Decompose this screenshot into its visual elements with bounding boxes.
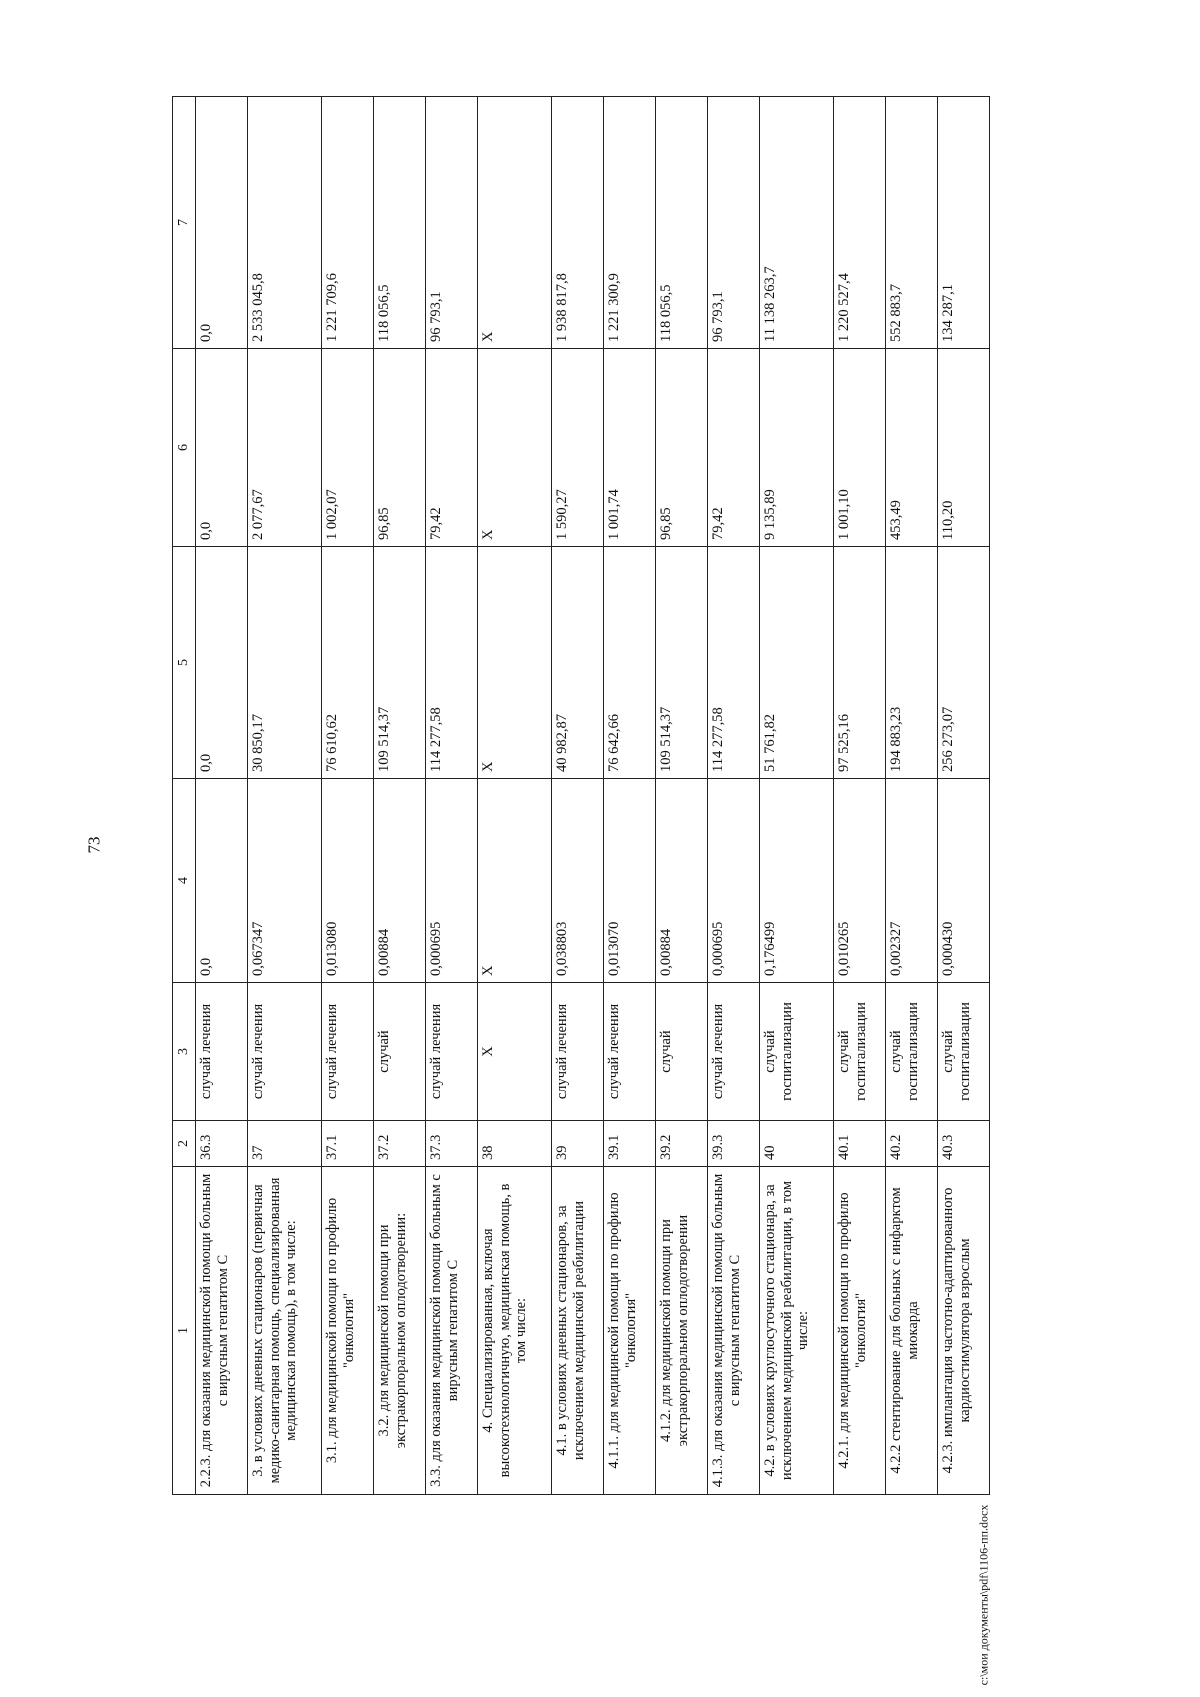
table-cell-c5: 114 277,58 bbox=[708, 547, 760, 779]
table-cell-c5: 76 642,66 bbox=[604, 547, 656, 779]
table-cell-c3: случай лечения bbox=[604, 983, 656, 1121]
table-row bbox=[247, 97, 321, 1495]
table-cell-c5: 109 514,37 bbox=[656, 547, 708, 779]
table-cell-c7: 96 793,1 bbox=[426, 97, 478, 349]
table-row bbox=[708, 97, 760, 1495]
table-row bbox=[322, 97, 374, 1495]
table-row bbox=[886, 97, 938, 1495]
table-cell-c5: Х bbox=[477, 547, 551, 779]
table-cell-c7: 1 938 817,8 bbox=[552, 97, 604, 349]
table-cell-c4: 0,000695 bbox=[426, 779, 478, 983]
table-cell-c1: 4.2.2 стентирование для больных с инфарктом миокарда bbox=[886, 1167, 938, 1495]
table-cell-c2: 39.2 bbox=[656, 1121, 708, 1167]
table-cell-c6: 9 135,89 bbox=[759, 349, 833, 547]
table-cell-c4: 0,067347 bbox=[247, 779, 321, 983]
table-cell-c7: 552 883,7 bbox=[886, 97, 938, 349]
header-col-7: 7 bbox=[173, 97, 196, 349]
header-col-1: 1 bbox=[173, 1167, 196, 1495]
table-cell-c4: Х bbox=[477, 779, 551, 983]
table-cell-c1: 4.1. в условиях дневных стационаров, за исключением медицинской реабилитации bbox=[552, 1167, 604, 1495]
table-cell-c1: 4.2.1. для медицинской помощи по профилю "онкология" bbox=[834, 1167, 886, 1495]
table-cell-c4: 0,00884 bbox=[374, 779, 426, 983]
table-cell-c3: Х bbox=[477, 983, 551, 1121]
table-cell-c1: 3.1. для медицинской помощи по профилю "онкология" bbox=[322, 1167, 374, 1495]
table-row bbox=[374, 97, 426, 1495]
table-cell-c2: 36.3 bbox=[196, 1121, 248, 1167]
table-cell-c6: 1 590,27 bbox=[552, 349, 604, 547]
table-cell-c7: 0,0 bbox=[196, 97, 248, 349]
table-cell-c3: случай госпитализации bbox=[834, 983, 886, 1121]
table-cell-c3: случай лечения bbox=[552, 983, 604, 1121]
table-cell-c6: 79,42 bbox=[426, 349, 478, 547]
table-cell-c1: 3. в условиях дневных стационаров (первичная медико-санитарная помощь, специализированная медицинская помощь), в том числе: bbox=[247, 1167, 321, 1495]
table-cell-c4: 0,000695 bbox=[708, 779, 760, 983]
table-cell-c2: 38 bbox=[477, 1121, 551, 1167]
table-cell-c4: 0,013080 bbox=[322, 779, 374, 983]
table-cell-c2: 39.1 bbox=[604, 1121, 656, 1167]
rotated-table-container bbox=[172, 97, 990, 1495]
table-cell-c3: случай госпитализации bbox=[938, 983, 990, 1121]
table-cell-c1: 4.1.2. для медицинской помощи при экстракорпоральном оплодотворении bbox=[656, 1167, 708, 1495]
table-cell-c1: 3.2. для медицинской помощи при экстракорпоральном оплодотворении: bbox=[374, 1167, 426, 1495]
table-cell-c6: 1 002,07 bbox=[322, 349, 374, 547]
table-cell-c2: 37.1 bbox=[322, 1121, 374, 1167]
table-cell-c2: 39.3 bbox=[708, 1121, 760, 1167]
table-landscape bbox=[172, 97, 990, 1495]
table-cell-c6: 2 077,67 bbox=[247, 349, 321, 547]
table-cell-c3: случай лечения bbox=[247, 983, 321, 1121]
table-row bbox=[196, 97, 248, 1495]
table-cell-c7: 11 138 263,7 bbox=[759, 97, 833, 349]
table-row bbox=[552, 97, 604, 1495]
table-row bbox=[834, 97, 886, 1495]
table-cell-c4: 0,176499 bbox=[759, 779, 833, 983]
table-cell-c2: 40.1 bbox=[834, 1121, 886, 1167]
table-cell-c1: 4.2. в условиях круглосуточного стационара, за исключением медицинской реабилитации, в том числе: bbox=[759, 1167, 833, 1495]
table-cell-c4: 0,000430 bbox=[938, 779, 990, 983]
table-cell-c3: случай лечения bbox=[322, 983, 374, 1121]
table-cell-c3: случай лечения bbox=[196, 983, 248, 1121]
table-row bbox=[477, 97, 551, 1495]
table-row bbox=[656, 97, 708, 1495]
table-cell-c6: Х bbox=[477, 349, 551, 547]
table-row bbox=[604, 97, 656, 1495]
table-cell-c7: 1 221 300,9 bbox=[604, 97, 656, 349]
table-cell-c2: 37.2 bbox=[374, 1121, 426, 1167]
header-col-3: 3 bbox=[173, 983, 196, 1121]
table-cell-c6: 0,0 bbox=[196, 349, 248, 547]
header-col-6: 6 bbox=[173, 349, 196, 547]
footer-file-path: c:\мои документы\pdf\1106-пп.docx bbox=[976, 1504, 991, 1686]
table-cell-c3: случай bbox=[656, 983, 708, 1121]
table-cell-c1: 4. Специализированная, включая высокотехнологичную, медицинская помощь, в том числе: bbox=[477, 1167, 551, 1495]
table-cell-c5: 114 277,58 bbox=[426, 547, 478, 779]
table-cell-c7: 118 056,5 bbox=[656, 97, 708, 349]
header-row bbox=[173, 97, 196, 1495]
table-cell-c7: 118 056,5 bbox=[374, 97, 426, 349]
table-cell-c6: 453,49 bbox=[886, 349, 938, 547]
table-cell-c2: 39 bbox=[552, 1121, 604, 1167]
table-cell-c7: 2 533 045,8 bbox=[247, 97, 321, 349]
table-cell-c7: 1 221 709,6 bbox=[322, 97, 374, 349]
table-cell-c7: 96 793,1 bbox=[708, 97, 760, 349]
table-cell-c7: 134 287,1 bbox=[938, 97, 990, 349]
table-cell-c5: 51 761,82 bbox=[759, 547, 833, 779]
table-cell-c1: 4.1.1. для медицинской помощи по профилю "онкология" bbox=[604, 1167, 656, 1495]
table-cell-c1: 3.3. для оказания медицинской помощи больным с вирусным гепатитом С bbox=[426, 1167, 478, 1495]
table-cell-c5: 194 883,23 bbox=[886, 547, 938, 779]
header-col-5: 5 bbox=[173, 547, 196, 779]
table-row bbox=[938, 97, 990, 1495]
table-cell-c5: 0,0 bbox=[196, 547, 248, 779]
table-row bbox=[759, 97, 833, 1495]
table-cell-c7: Х bbox=[477, 97, 551, 349]
table-cell-c2: 37.3 bbox=[426, 1121, 478, 1167]
table-cell-c3: случай лечения bbox=[708, 983, 760, 1121]
table-body bbox=[196, 97, 990, 1495]
table-cell-c6: 110,20 bbox=[938, 349, 990, 547]
table-cell-c6: 79,42 bbox=[708, 349, 760, 547]
table-cell-c4: 0,010265 bbox=[834, 779, 886, 983]
table-cell-c1: 2.2.3. для оказания медицинской помощи больным с вирусным гепатитом С bbox=[196, 1167, 248, 1495]
header-col-2: 2 bbox=[173, 1121, 196, 1167]
table-row bbox=[426, 97, 478, 1495]
table-cell-c7: 1 220 527,4 bbox=[834, 97, 886, 349]
tariff-table bbox=[172, 96, 990, 1495]
table-cell-c4: 0,0 bbox=[196, 779, 248, 983]
table-cell-c1: 4.1.3. для оказания медицинской помощи больным с вирусным гепатитом С bbox=[708, 1167, 760, 1495]
table-cell-c4: 0,038803 bbox=[552, 779, 604, 983]
table-cell-c3: случай лечения bbox=[426, 983, 478, 1121]
table-cell-c2: 40.2 bbox=[886, 1121, 938, 1167]
table-cell-c6: 1 001,10 bbox=[834, 349, 886, 547]
table-cell-c3: случай bbox=[374, 983, 426, 1121]
table-cell-c5: 40 982,87 bbox=[552, 547, 604, 779]
table-cell-c6: 1 001,74 bbox=[604, 349, 656, 547]
table-cell-c4: 0,013070 bbox=[604, 779, 656, 983]
table-cell-c6: 96,85 bbox=[656, 349, 708, 547]
table-cell-c2: 40 bbox=[759, 1121, 833, 1167]
table-cell-c4: 0,002327 bbox=[886, 779, 938, 983]
table-cell-c3: случай госпитализации bbox=[886, 983, 938, 1121]
page-number: 73 bbox=[84, 836, 104, 854]
table-cell-c5: 256 273,07 bbox=[938, 547, 990, 779]
table-cell-c5: 109 514,37 bbox=[374, 547, 426, 779]
table-cell-c2: 37 bbox=[247, 1121, 321, 1167]
table-cell-c5: 97 525,16 bbox=[834, 547, 886, 779]
table-cell-c1: 4.2.3. имплантация частотно-адаптированного кардиостимулятора взрослым bbox=[938, 1167, 990, 1495]
table-cell-c4: 0,00884 bbox=[656, 779, 708, 983]
table-cell-c5: 30 850,17 bbox=[247, 547, 321, 779]
table-cell-c6: 96,85 bbox=[374, 349, 426, 547]
table-cell-c3: случай госпитализации bbox=[759, 983, 833, 1121]
header-col-4: 4 bbox=[173, 779, 196, 983]
table-cell-c2: 40.3 bbox=[938, 1121, 990, 1167]
table-cell-c5: 76 610,62 bbox=[322, 547, 374, 779]
